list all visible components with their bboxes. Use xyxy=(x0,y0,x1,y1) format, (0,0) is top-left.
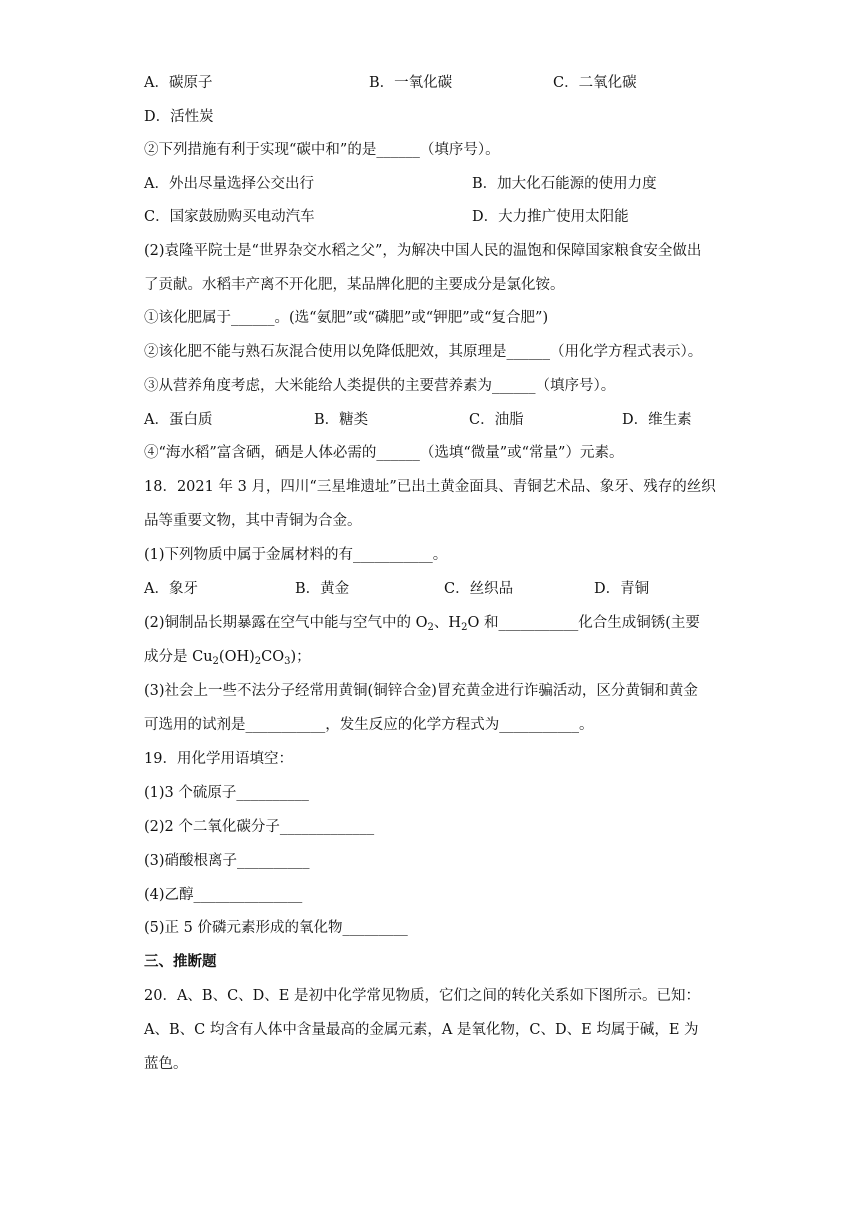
q17-option-a: A．碳原子 xyxy=(144,75,213,91)
q17-sub2-option-b: B．加大化石能源的使用力度 xyxy=(472,176,657,192)
q17-sub2-option-a: A．外出尽量选择公交出行 xyxy=(144,176,314,192)
q17-part2-line1: (2)袁隆平院士是“世界杂交水稻之父”，为解决中国人民的温饱和保障国家粮食安全做出 xyxy=(144,243,702,259)
q17-part2-sub2: ②该化肥不能与熟石灰混合使用以免降低肥效，其原理是______（用化学方程式表示）。 xyxy=(144,344,703,360)
q19-item: (4)乙醇_______________ xyxy=(144,887,303,903)
q18-part2-line2: 成分是 $Cu_2(OH)_2CO_3$)； xyxy=(144,649,311,667)
q17-part2-sub1: ①该化肥属于______。(选“氨肥”或“磷肥”或“钾肥”或“复合肥”) xyxy=(144,310,549,326)
q17-sub3-option-b: B．糖类 xyxy=(314,412,369,428)
q18-part2-line1: (2)铜制品长期暴露在空气中能与空气中的 $O_2$、$H_2O$ 和___________化合生成铜锈(主要 xyxy=(144,615,700,633)
q18-part1: (1)下列物质中属于金属材料的有___________。 xyxy=(144,547,448,563)
q19-item: (3)硝酸根离子__________ xyxy=(144,853,310,869)
q18-option-c: C．丝织品 xyxy=(444,581,514,597)
q20-line3: 蓝色。 xyxy=(144,1056,188,1072)
q19-item: (1)3 个硫原子__________ xyxy=(144,785,309,801)
q17-option-c: C．二氧化碳 xyxy=(553,75,637,91)
q17-sub2-option-d: D．大力推广使用太阳能 xyxy=(472,209,629,225)
q17-sub3-option-a: A．蛋白质 xyxy=(144,412,213,428)
q17-sub2-option-c: C．国家鼓励购买电动汽车 xyxy=(144,209,315,225)
q20-line1: 20．A、B、C、D、E 是初中化学常见物质，它们之间的转化关系如下图所示。已知： xyxy=(144,988,700,1004)
q19-item: (5)正 5 价磷元素形成的氧化物_________ xyxy=(144,920,408,936)
q18-option-d: D．青铜 xyxy=(594,581,650,597)
q17-sub3-option-c: C．油脂 xyxy=(469,412,524,428)
q18-part3-line2: 可选用的试剂是___________，发生反应的化学方程式为___________。 xyxy=(144,717,594,733)
q17-part2-sub4: ④“海水稻”富含硒，硒是人体必需的______（选填“微量”或“常量”）元素。 xyxy=(144,445,624,461)
q19-title: 19．用化学用语填空： xyxy=(144,751,293,767)
q17-option-b: B．一氧化碳 xyxy=(369,75,453,91)
q18-option-b: B．黄金 xyxy=(295,581,350,597)
q20-line2: A、B、C 均含有人体中含量最高的金属元素，A 是氧化物，C、D、E 均属于碱，E 为 xyxy=(144,1022,699,1038)
q17-part2-line2: 了贡献。水稻丰产离不开化肥，某品牌化肥的主要成分是氯化铵。 xyxy=(144,277,565,293)
q18-option-a: A．象牙 xyxy=(144,581,198,597)
q17-part2-sub3: ③从营养角度考虑，大米能给人类提供的主要营养素为______（填序号）。 xyxy=(144,378,616,394)
section-title: 三、推断题 xyxy=(144,953,217,970)
q17-sub3-option-d: D．维生素 xyxy=(622,412,692,428)
q18-part3-line1: (3)社会上一些不法分子经常用黄铜(铜锌合金)冒充黄金进行诈骗活动，区分黄铜和黄金 xyxy=(144,683,698,699)
q18-line1: 18．2021 年 3 月，四川“三星堆遗址”已出土黄金面具、青铜艺术品、象牙、残存的丝织 xyxy=(144,479,716,495)
q19-item: (2)2 个二氧化碳分子_____________ xyxy=(144,819,375,835)
q18-line2: 品等重要文物，其中青铜为合金。 xyxy=(144,513,362,529)
q17-option-d: D．活性炭 xyxy=(144,109,214,125)
q17-sub2-question: ②下列措施有利于实现“碳中和”的是______（填序号）。 xyxy=(144,142,500,158)
